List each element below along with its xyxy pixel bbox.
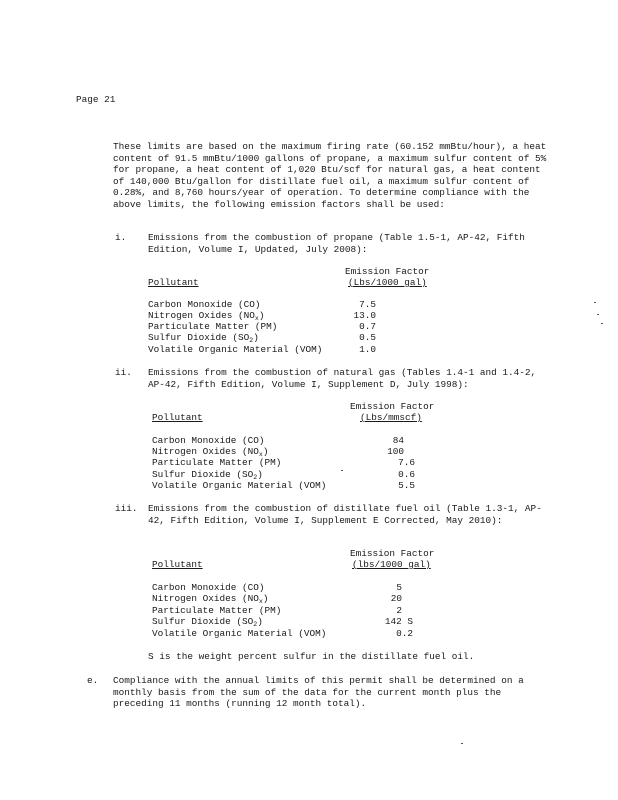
- sulfur-note: S is the weight percent sulfur in the distillate fuel oil.: [148, 651, 475, 662]
- pollutant-name: Nitrogen Oxides $(NO_x)$: [152, 593, 269, 605]
- pollutant-value: 5.5: [398, 480, 415, 491]
- pollutant-name: Sulfur Dioxide $(SO_2)$: [152, 469, 263, 481]
- section-number: ii.: [115, 367, 132, 378]
- section-title: Emissions from the combustion of propane (Table 1.5-1, AP-42, Fifth Edition, Volume I, Updated, July 2008):: [148, 232, 525, 255]
- page-label: Page 21: [76, 94, 116, 105]
- scan-speck: [597, 314, 599, 315]
- pollutant-value: 7.5: [359, 299, 376, 310]
- section-number: iii.: [115, 503, 138, 514]
- pollutant-name: Particulate Matter (PM): [152, 605, 282, 616]
- pollutant-name: Volatile Organic Material (VOM): [148, 344, 323, 355]
- pollutant-name: Carbon Monoxide (CO): [152, 435, 265, 446]
- pollutant-name: Nitrogen Oxides $(NO_x)$: [148, 310, 265, 322]
- pollutant-name: Volatile Organic Material (VOM): [152, 480, 327, 491]
- item-e-text: Compliance with the annual limits of this permit shall be determined on a monthly basis from the sum of the data for the current month plus the preceding 11 months (running 12 month total).: [113, 675, 524, 710]
- units-header: (lbs/1000 gal): [352, 559, 431, 570]
- pollutant-value: 0.7: [359, 321, 376, 332]
- pollutant-value: 7.6: [398, 457, 415, 468]
- pollutant-name: Nitrogen Oxides $(NO_x)$: [152, 446, 269, 458]
- emission-factor-header: Emission Factor: [350, 548, 435, 559]
- section-title: Emissions from the combustion of natural gas (Tables 1.4-1 and 1.4-2, AP-42, Fifth Edition, Volume I, Supplement D, July 1998):: [148, 367, 537, 390]
- pollutant-value: 13.0: [353, 310, 376, 321]
- units-header: (Lbs/mmscf): [360, 412, 422, 423]
- pollutant-name: Volatile Organic Material (VOM): [152, 628, 327, 639]
- pollutant-name: Particulate Matter (PM): [148, 321, 278, 332]
- scan-speck: [341, 470, 343, 471]
- pollutant-value: 100: [387, 446, 404, 457]
- pollutant-name: Carbon Monoxide (CO): [148, 299, 261, 310]
- scan-speck: [461, 743, 463, 744]
- item-e-label: e.: [87, 675, 99, 686]
- section-number: i.: [115, 232, 127, 243]
- pollutant-name: Sulfur Dioxide $(SO_2)$: [152, 616, 263, 628]
- pollutant-value: 0.6: [398, 469, 415, 480]
- scan-speck: [601, 323, 603, 324]
- pollutant-header: Pollutant: [152, 559, 203, 570]
- section-title: Emissions from the combustion of distillate fuel oil (Table 1.3-1, AP-42, Fifth Edition, Volume I, Supplement E Corrected, May 2010):: [148, 503, 542, 526]
- pollutant-value: 5: [396, 582, 402, 593]
- intro-paragraph: These limits are based on the maximum firing rate (60.152 mmBtu/hour), a heat content of 91.5 mmBtu/1000 gallons of propane, a maximum sulfur content of 5% for propane, a heat content of 1,020 Btu/scf for natural gas, a heat content of 140,000 Btu/gallon for distillate fuel oil, a maximum sulfur content of 0.28%, and 8,760 hours/year of operation. To determine compliance with the above limits, the following emission factors shall be used:: [113, 141, 547, 210]
- pollutant-value: 142 S: [384, 616, 413, 627]
- pollutant-header: Pollutant: [152, 412, 203, 423]
- pollutant-value: 20: [390, 593, 402, 604]
- pollutant-name: Particulate Matter (PM): [152, 457, 282, 468]
- pollutant-header: Pollutant: [148, 277, 199, 288]
- pollutant-value: 1.0: [359, 344, 376, 355]
- scan-speck: [594, 302, 596, 303]
- pollutant-value: 84: [392, 435, 404, 446]
- pollutant-name: Sulfur Dioxide $(SO_2)$: [148, 332, 259, 344]
- emission-factor-header: Emission Factor: [350, 401, 435, 412]
- pollutant-value: 0.5: [359, 332, 376, 343]
- emission-factor-header: Emission Factor: [345, 266, 430, 277]
- pollutant-name: Carbon Monoxide (CO): [152, 582, 265, 593]
- pollutant-value: 0.2: [396, 628, 413, 639]
- units-header: (Lbs/1000 gal): [348, 277, 427, 288]
- pollutant-value: 2: [396, 605, 402, 616]
